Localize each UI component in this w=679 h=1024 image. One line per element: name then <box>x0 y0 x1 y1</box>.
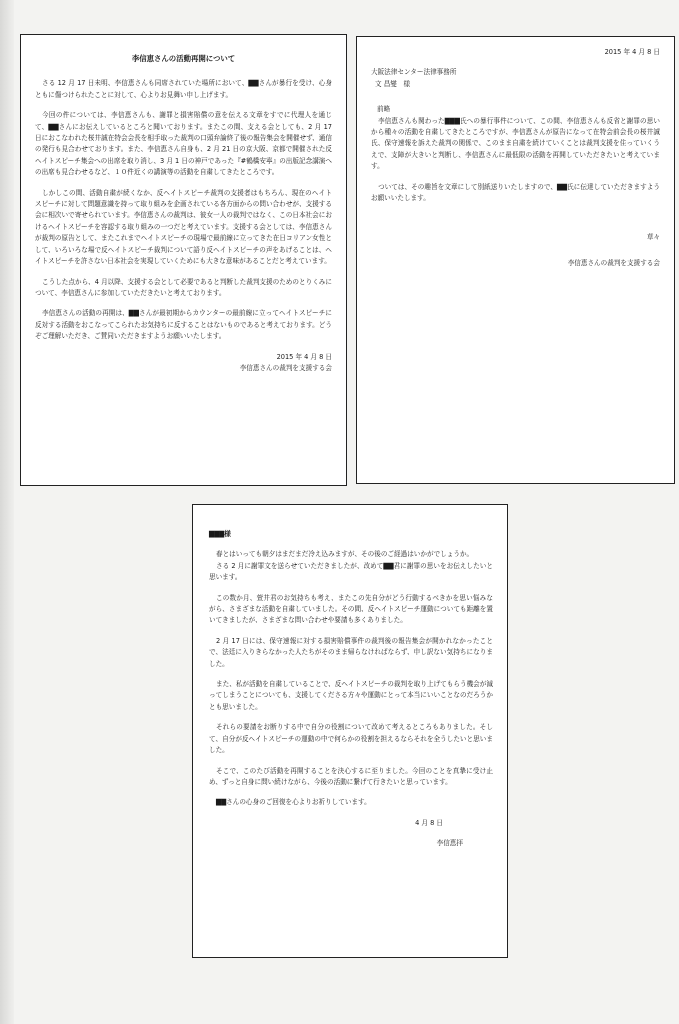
letter-signature: 李信恵さんの裁判を支援する会 <box>239 363 332 372</box>
salutation: 前略 <box>377 105 391 114</box>
letter-paragraph: さる 2 月に謝罪文を送らせていただきましたが、改めて▇▇君に謝罪の思いをお伝えしたいと思います。 <box>209 561 493 582</box>
letter-paragraph: 今回の件については、李信恵さんも、謝罪と損害賠償の意を伝える文章をすでに代理人を通じて、▇▇さんにお伝えしているところと聞いております。またこの間、支える会としても、2 月 17 日におこなわれた桜井誠在特会会長を相手取った裁判の口頭弁論終了後の報告集会を開催せず、通信の発行も見合わせております。また、李信恵さん自身も、2 月 21 日の京大阪、京都で開催された反ヘイトスピーチ集会への出席を取り消し、3 月 1 日の神戸であった『#鶴橋安寧』の出版記念講演への出席も見合わせるなど、１０件近くの講演等の活動を自粛してきたところです。 <box>35 111 332 177</box>
letter-paragraph: 2 月 17 日には、保守速報に対する損害賠償事件の裁判後の報告集会が開かれなかったことで、法廷に入りきらなかった人たちがそのまま帰らなければならず、申し訳ない気持ちになりました。 <box>209 636 493 668</box>
letter-resumption-notice <box>20 34 347 486</box>
letter-paragraph: また、私が活動を自粛していることで、反ヘイトスピーチの裁判を取り上げてもらう機会が減ってしまうことについても、支援してくださる方々や運動にとって本当にいいことなのだろうかとも思いました。 <box>209 680 493 711</box>
addressee: ▇▇▇様 <box>209 530 231 538</box>
letter-paragraph: 李信恵さんの活動の再開は、▇▇さんが最初期からカウンターの最前線に立ってヘイトスピーチに反対する活動をおこなってこられたお気持ちに反することはないものであると考えております。どうぞご理解いただき、ご賛同いただきますようお願いいたします。 <box>35 309 332 341</box>
letter-paragraph: ▇▇さんの心身のご回復を心よりお祈りしています。 <box>216 798 371 807</box>
letter-signature: 李信恵さんの裁判を支援する会 <box>567 258 660 267</box>
addressee-office: 大阪法律センター法律事務所 <box>371 68 457 77</box>
letter-paragraph: それらの要請をお断りする中で自分の役割について改めて考えるところもありました。そして、自分が反ヘイトスピーチの運動の中で何らかの役割を担えるならそれを全うしたいと思いました。 <box>209 723 493 755</box>
letter-to-law-office <box>356 36 675 484</box>
letter-paragraph: さる 12 月 17 日未明、李信恵さんも同席されていた場所において、▇▇さんが暴行を受け、心身ともに傷つけられたことに対して、心よりお見舞い申し上げます。 <box>35 79 332 99</box>
letter-date: 2015 年 4 月 8 日 <box>604 48 660 56</box>
closing: 草々 <box>646 233 660 242</box>
letter-paragraph: しかしこの間、活動自粛が続くなか、反ヘイトスピーチ裁判の支援者はもちろん、現在のヘイトスピーチに対して問題意識を持って取り組みを企画されている各方面からの問い合わせが、支援する会に相次いで寄せられています。李信恵さんの裁判は、彼女一人の裁判ではなく、この日本社会におけるヘイトスピーチを容認する取り組みの一つだと考えています。支援する会としては、李信恵さんが裁判の原告として、またこれまでヘイトスピーチの現場で最前線に立ってきた在日コリアン女性として、いろいろな場で反ヘイトスピーチ裁判について語り反ヘイトスピーチの声をあげることは、ヘイトスピーチを許さない日本社会を実現していくためにも大きな意味があることだと考えています。 <box>35 188 332 266</box>
letter-paragraph: この数か月、萱井君のお気持ちも考え、またこの先自分がどう行動するべきかを思い悩みながら、さまざまな活動を自粛していました。その間、反ヘイトスピーチ運動についても距離を置いてきましたが、さまざまな問い合わせや要請も多くありました。 <box>209 593 493 625</box>
letter-paragraph: こうした点から、4 月以降、支援する会として必要であると判断した裁判支援のためのとりくみについて、李信恵さんに参加していただきたいと考えております。 <box>35 277 332 297</box>
addressee-name: 文 昌燮 様 <box>375 79 411 88</box>
letter-paragraph: 春とはいっても朝夕はまだまだ冷え込みますが、その後のご経過はいかがでしょうか。 <box>216 550 474 559</box>
letter-paragraph: 李信恵さんも関わった▇▇▇氏への暴行事件について、この間、李信恵さんも反省と謝罪の思いから種々の活動を自粛してきたところですが、李信恵さんが原告になって在特会前会長の桜井誠氏、保守速報を訴えた裁判の関係で、このまま自粛を続けていくことは裁判支援を住っていくうえで、支障が大きいと判断し、李信恵さんに最低限の活動を再開していただきたいと考えています。 <box>371 116 660 171</box>
letter-paragraph: そこで、このたび活動を再開することを決心するに至りました。今回のことを真摯に受け止め、ずっと自身に問い続けながら、今後の活動に繋げて行きたいと思っています。 <box>209 766 493 786</box>
letter-signature: 李信恵拝 <box>436 839 463 848</box>
letter-title: 李信恵さんの活動再開について <box>131 54 236 63</box>
personal-letter <box>192 504 508 958</box>
letter-date: 2015 年 4 月 8 日 <box>276 352 332 361</box>
letter-paragraph: ついては、その趣旨を文章にして別紙送りいたしますので、▇▇氏に伝達していただきますようお願いいたします。 <box>371 182 660 203</box>
scan-edge-shadow <box>0 0 14 1024</box>
letter-date: 4 月 8 日 <box>415 818 443 827</box>
